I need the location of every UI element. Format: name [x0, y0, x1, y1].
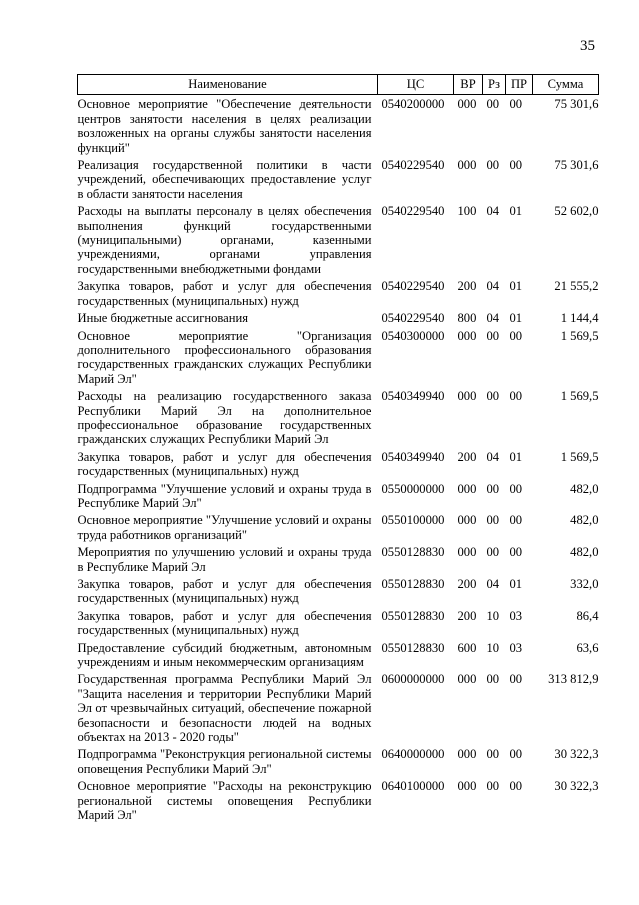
row-name: Закупка товаров, работ и услуг для обеспечения государственных (муниципальных) нужд — [77, 279, 372, 308]
table-row — [78, 387, 599, 448]
row-name: Иные бюджетные ассигнования — [77, 311, 249, 326]
row-pr: 00 — [509, 513, 523, 528]
row-pr: 01 — [509, 577, 523, 591]
row-name: Закупка товаров, работ и услуг для обеспечения государственных (муниципальных) нужд — [77, 608, 372, 638]
row-vr: 800 — [457, 311, 477, 326]
row-sum: 313 812,9 — [548, 672, 599, 687]
table-row — [78, 277, 599, 309]
row-rz: 00 — [486, 389, 500, 404]
row-pr: 00 — [509, 779, 523, 794]
table-body — [78, 95, 599, 824]
row-cs: 0640000000 — [381, 747, 445, 762]
row-rz: 10 — [486, 608, 500, 623]
table-row — [78, 639, 599, 671]
row-pr: 01 — [509, 311, 523, 326]
header-pr: ПР — [506, 75, 533, 95]
row-pr: 01 — [509, 279, 523, 294]
table-row — [78, 575, 599, 607]
row-rz: 04 — [486, 204, 500, 219]
row-sum: 86,4 — [576, 608, 599, 623]
row-cs: 0550128830 — [381, 545, 445, 560]
row-pr: 00 — [509, 328, 523, 343]
row-cs: 0550128830 — [381, 577, 445, 591]
row-name: Государственная программа Республики Марий Эл "Защита населения и территории Республики Марий Эл от чрезвычайных ситуаций, обеспечение пожарной безопасности и безопасности людей на водных объектах на 2013 - 2020 годы" — [77, 672, 372, 745]
table-row — [78, 448, 599, 480]
row-vr: 200 — [457, 608, 477, 623]
row-name: Закупка товаров, работ и услуг для обеспечения государственных (муниципальных) нужд — [77, 577, 372, 606]
row-rz: 00 — [486, 672, 500, 687]
row-sum: 482,0 — [570, 481, 599, 496]
table-row — [78, 543, 599, 575]
row-vr: 200 — [457, 279, 477, 294]
row-cs: 0550000000 — [381, 481, 445, 496]
row-vr: 000 — [457, 481, 477, 496]
table-row — [78, 745, 599, 777]
row-name: Реализация государственной политики в части учреждений, обеспечивающих предоставление услуг в области занятости населения — [77, 158, 372, 201]
row-vr: 200 — [457, 577, 477, 591]
row-sum: 75 301,6 — [554, 158, 599, 173]
row-rz: 00 — [486, 158, 500, 173]
row-vr: 200 — [457, 449, 477, 464]
row-pr: 00 — [509, 545, 523, 560]
row-pr: 03 — [509, 640, 523, 655]
row-name: Закупка товаров, работ и услуг для обеспечения государственных (муниципальных) нужд — [77, 449, 372, 479]
row-sum: 30 322,3 — [554, 779, 599, 794]
row-cs: 0550128830 — [381, 640, 445, 655]
table-row — [78, 202, 599, 277]
row-name: Мероприятия по улучшению условий и охраны труда в Республике Марий Эл — [77, 545, 372, 574]
row-rz: 00 — [486, 513, 500, 528]
header-name: Наименование — [78, 75, 378, 95]
page-number: 35 — [580, 38, 595, 54]
row-cs: 0540349940 — [381, 389, 445, 404]
table-row — [78, 670, 599, 745]
header-vr: ВР — [454, 75, 483, 95]
row-rz: 00 — [486, 747, 500, 762]
row-name: Подпрограмма "Улучшение условий и охраны труда в Республике Марий Эл" — [77, 481, 372, 510]
row-vr: 000 — [457, 389, 477, 404]
row-name: Расходы на реализацию государственного заказа Республики Марий Эл на дополнительное профессиональное образование государственных гражданских служащих Республики Марий Эл — [77, 389, 372, 447]
row-pr: 01 — [509, 204, 523, 219]
row-cs: 0540229540 — [381, 279, 445, 294]
row-cs: 0540349940 — [381, 449, 445, 464]
row-rz: 04 — [486, 449, 500, 464]
row-vr: 000 — [457, 328, 477, 343]
row-sum: 21 555,2 — [554, 279, 599, 294]
row-sum: 482,0 — [570, 545, 599, 560]
row-sum: 75 301,6 — [554, 97, 599, 112]
row-name: Предоставление субсидий бюджетным, автономным учреждениям и иным некоммерческим организациям — [77, 640, 372, 670]
row-rz: 10 — [486, 640, 500, 655]
row-name: Основное мероприятие "Расходы на реконструкцию региональной системы оповещения Республики Марий Эл" — [77, 779, 372, 823]
row-pr: 00 — [509, 158, 523, 173]
row-pr: 00 — [509, 747, 523, 762]
row-cs: 0540229540 — [381, 204, 445, 219]
row-name: Подпрограмма "Реконструкция региональной системы оповещения Республики Марий Эл" — [77, 747, 372, 776]
row-vr: 600 — [457, 640, 477, 655]
table-row — [78, 327, 599, 388]
row-vr: 000 — [457, 545, 477, 560]
row-sum: 482,0 — [570, 513, 599, 528]
row-cs: 0540229540 — [381, 311, 445, 326]
row-cs: 0550128830 — [381, 608, 445, 623]
table-row — [78, 607, 599, 639]
row-pr: 03 — [509, 608, 523, 623]
row-vr: 000 — [457, 158, 477, 173]
row-rz: 04 — [486, 279, 500, 294]
row-name: Основное мероприятие "Организация дополнительного профессионального образования государственных гражданских служащих Республики Марий Эл" — [77, 328, 372, 386]
row-rz: 00 — [486, 545, 500, 560]
row-rz: 00 — [486, 481, 500, 496]
row-cs: 0540300000 — [381, 328, 445, 343]
row-name: Основное мероприятие "Улучшение условий и охраны труда работников организаций" — [77, 513, 372, 542]
table-row — [78, 309, 599, 326]
row-cs: 0600000000 — [381, 672, 445, 687]
row-pr: 01 — [509, 449, 523, 464]
row-rz: 00 — [486, 97, 500, 112]
table-row — [78, 156, 599, 202]
budget-table — [77, 74, 599, 824]
row-vr: 000 — [457, 513, 477, 528]
row-vr: 000 — [457, 747, 477, 762]
row-pr: 00 — [509, 97, 523, 112]
row-rz: 00 — [486, 779, 500, 794]
row-name: Основное мероприятие "Обеспечение деятельности центров занятости населения в целях реализации возложенных на органы службы занятости населения функций" — [77, 97, 372, 155]
row-sum: 1 569,5 — [560, 449, 599, 464]
row-sum: 63,6 — [576, 640, 599, 655]
table-row — [78, 480, 599, 512]
table-row — [78, 777, 599, 823]
row-rz: 00 — [486, 328, 500, 343]
row-pr: 00 — [509, 672, 523, 687]
row-sum: 332,0 — [570, 577, 599, 591]
row-sum: 52 602,0 — [554, 204, 599, 219]
table-row — [78, 95, 599, 156]
row-rz: 04 — [486, 311, 500, 326]
row-sum: 30 322,3 — [554, 747, 599, 762]
header-cs: ЦС — [378, 75, 454, 95]
row-sum: 1 569,5 — [560, 389, 599, 404]
row-sum: 1 144,4 — [560, 311, 599, 326]
row-vr: 000 — [457, 672, 477, 687]
row-vr: 000 — [457, 97, 477, 112]
row-pr: 00 — [509, 481, 523, 496]
row-cs: 0540200000 — [381, 97, 445, 112]
row-name: Расходы на выплаты персоналу в целях обеспечения выполнения функций государственными (муниципальными) органами, казенными учреждениями, органами управления государственными внебюджетными фондами — [77, 204, 372, 276]
table-row — [78, 511, 599, 543]
header-rz: Рз — [483, 75, 506, 95]
row-cs: 0640100000 — [381, 779, 445, 794]
row-cs: 0540229540 — [381, 158, 445, 173]
row-vr: 000 — [457, 779, 477, 794]
row-vr: 100 — [457, 204, 477, 219]
table-header-row — [78, 75, 599, 95]
row-pr: 00 — [509, 389, 523, 404]
row-rz: 04 — [486, 577, 500, 591]
row-cs: 0550100000 — [381, 513, 445, 528]
header-sum: Сумма — [533, 75, 599, 95]
row-sum: 1 569,5 — [560, 328, 599, 343]
